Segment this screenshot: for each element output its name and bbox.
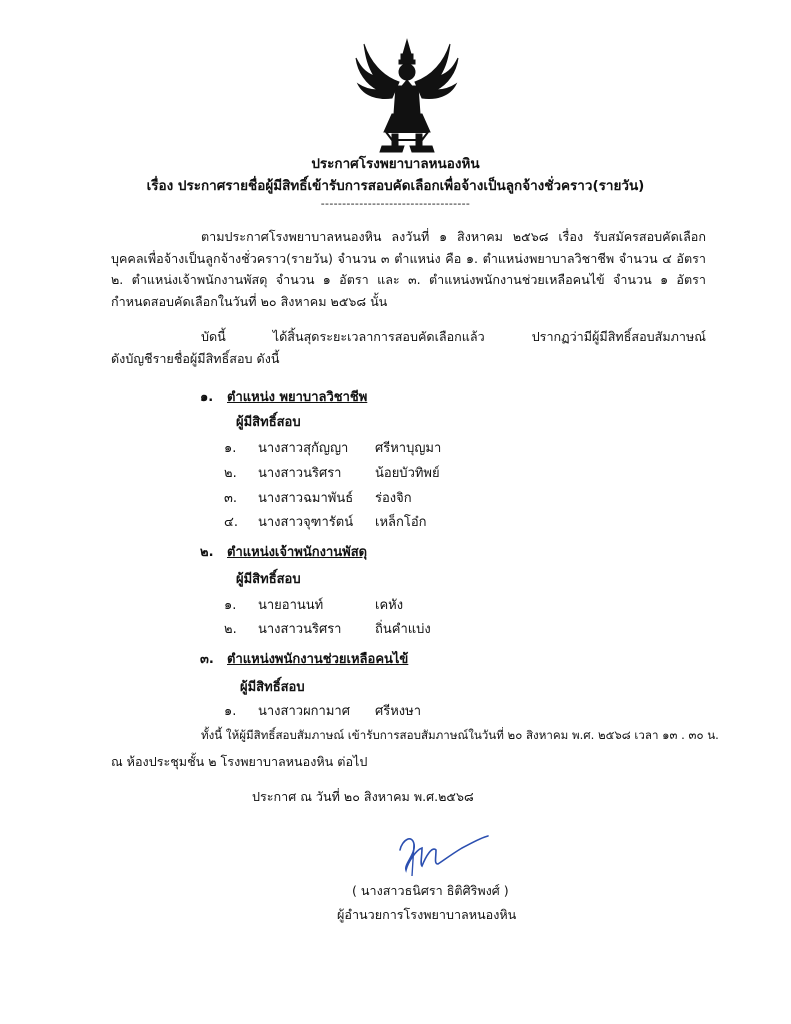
candidate-last-name: ถิ่นคำแบ่ง [375, 622, 431, 637]
announce-paragraph [111, 326, 706, 369]
section-heading: ตำแหน่งพนักงานช่วยเหลือคนไข้ [227, 652, 409, 667]
garuda-emblem [352, 36, 462, 154]
candidate-first-name: นางสาวผกามาศ [258, 704, 350, 719]
signature-icon [392, 820, 492, 880]
signature [392, 820, 492, 880]
candidate-first-name: นางสาวนริศรา [258, 466, 342, 481]
garuda-emblem-icon [352, 36, 462, 154]
announcement-date: ประกาศ ณ วันที่ ๒๐ สิงหาคม พ.ศ.๒๕๖๘ [252, 789, 474, 804]
candidate-last-name: น้อยบัวทิพย์ [375, 466, 440, 481]
intro-line: กำหนดสอบคัดเลือกในวันที่ ๒๐ สิงหาคม ๒๕๖๘ นั้น [111, 293, 388, 309]
interview-location: ณ ห้องประชุมชั้น ๒ โรงพยาบาลหนองหิน ต่อไป [111, 754, 368, 769]
candidate-last-name: เคหัง [375, 598, 404, 613]
candidate-number: ๒. [224, 466, 237, 481]
section-number: ๓. [200, 652, 214, 667]
candidate-last-name: ศรีหงษา [375, 704, 422, 719]
section-heading: ตำแหน่ง พยาบาลวิชาชีพ [227, 390, 368, 405]
candidate-first-name: นางสาวจุฑารัตน์ [258, 515, 354, 530]
candidate-first-name: นางสาวนริศรา [258, 622, 342, 637]
signatory-name: ( นางสาวธนิศรา ธิติศิริพงศ์ ) [352, 883, 509, 898]
candidate-number: ๔. [224, 515, 238, 530]
interview-line: ทั้งนี้ ให้ผู้มีสิทธิ์สอบสัมภาษณ์ เข้ารับการสอบสัมภาษณ์ในวันที่ ๒๐ สิงหาคม พ.ศ. ๒๕๖๘ เวลา ๑๓ . ๓๐ น. [201, 728, 719, 742]
announce-line: บัดนี้ ได้สิ้นสุดระยะเวลาการสอบคัดเลือกแล้ว ปรากฏว่ามีผู้มีสิทธิ์สอบสัมภาษณ์ [201, 329, 706, 344]
section-subheading: ผู้มีสิทธิ์สอบ [240, 680, 305, 695]
candidate-last-name: เหล็กโอ๋ก [375, 515, 427, 530]
candidate-first-name: นายอานนท์ [258, 598, 324, 613]
candidate-number: ๒. [224, 622, 237, 637]
signatory-role: ผู้อำนวยการโรงพยาบาลหนองหิน [337, 907, 517, 922]
section-number: ๒. [200, 545, 214, 560]
announce-line: ดังบัญชีรายชื่อผู้มีสิทธิ์สอบ ดังนี้ [111, 350, 280, 366]
candidate-number: ๓. [224, 491, 238, 506]
section-subheading: ผู้มีสิทธิ์สอบ [236, 572, 301, 587]
intro-line: ตามประกาศโรงพยาบาลหนองหิน ลงวันที่ ๑ สิงหาคม ๒๕๖๘ เรื่อง รับสมัครสอบคัดเลือก [201, 229, 706, 244]
candidate-number: ๑. [224, 598, 237, 613]
intro-line: บุคคลเพื่อจ้างเป็นลูกจ้างชั่วคราว(รายวัน) จำนวน ๓ ตำแหน่ง คือ ๑. ตำแหน่งพยาบาลวิชาชีพ จำนวน ๔ อัตรา [111, 250, 706, 266]
intro-line: ๒. ตำแหน่งเจ้าพนักงานพัสดุ จำนวน ๑ อัตรา และ ๓. ตำแหน่งพนักงานช่วยเหลือคนไข้ จำนวน ๑ อัตรา [111, 272, 706, 287]
title-divider: ----------------------------------- [320, 197, 471, 210]
intro-paragraph [111, 226, 706, 312]
candidate-last-name: ร่องจิก [375, 491, 412, 506]
announcement-title: ประกาศโรงพยาบาลหนองหิน [311, 156, 480, 172]
section-number: ๑. [200, 390, 214, 405]
candidate-first-name: นางสาวสุกัญญา [258, 441, 349, 456]
section-subheading: ผู้มีสิทธิ์สอบ [236, 415, 301, 430]
announcement-subject: เรื่อง ประกาศรายชื่อผู้มีสิทธิ์เข้ารับการสอบคัดเลือกเพื่อจ้างเป็นลูกจ้างชั่วคราว(รายวัน) [146, 178, 645, 194]
candidate-number: ๑. [224, 704, 237, 719]
candidate-first-name: นางสาวฉมาพันธ์ [258, 491, 354, 506]
candidate-last-name: ศรีหาบุญมา [375, 441, 442, 456]
candidate-number: ๑. [224, 441, 237, 456]
section-heading: ตำแหน่งเจ้าพนักงานพัสดุ [227, 545, 368, 560]
